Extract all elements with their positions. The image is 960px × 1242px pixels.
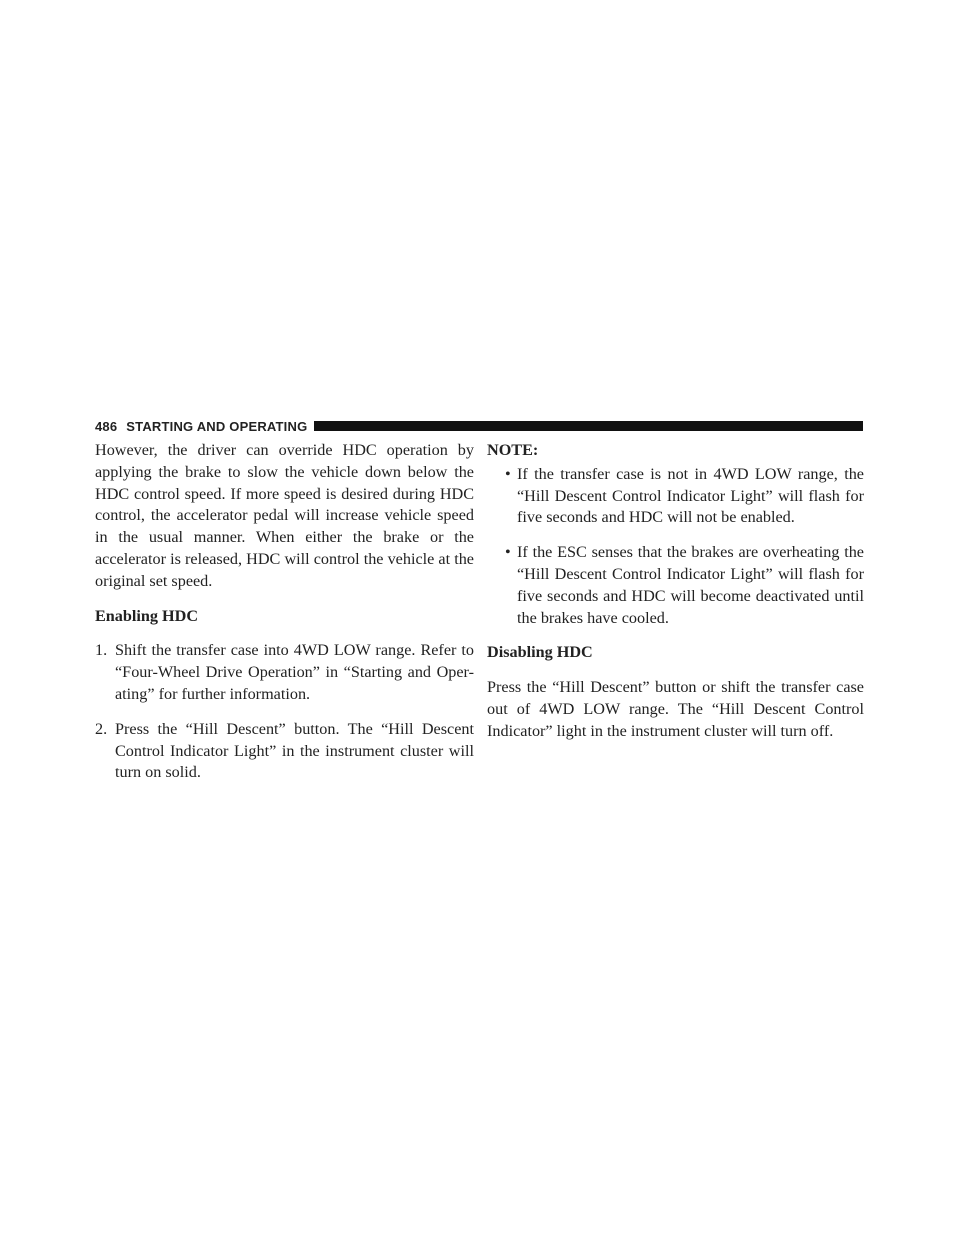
- disabling-paragraph: Press the “Hill Descent” button or shift the transfer case out of 4WD LOW range. The “Hill Descent Control Indicator” light in the instrument cluster will turn off.: [487, 678, 864, 740]
- section-title: STARTING AND OPERATING: [126, 418, 308, 434]
- disabling-hdc-heading: Disabling HDC: [487, 643, 593, 662]
- page-header: [95, 418, 863, 434]
- note-bullet-2-text: If the ESC senses that the brakes are overheating the “Hill Descent Control Indicator Light” will flash for five seconds and HDC will become deactivated until the brakes have cooled.: [517, 543, 864, 627]
- bullet-icon: •: [505, 543, 511, 562]
- step-2-number: 2.: [95, 719, 108, 738]
- page-number: 486: [95, 418, 118, 434]
- note-bullet-1-text: If the transfer case is not in 4WD LOW range, the “Hill Descent Control Indicator Light” will flash for five seconds and HDC will not be enabled.: [517, 464, 864, 527]
- step-1-number: 1.: [95, 641, 108, 660]
- note-heading: NOTE:: [487, 441, 539, 459]
- step-1: [95, 640, 474, 705]
- note-bullet-2: [487, 542, 864, 629]
- step-1-text: Shift the transfer case into 4WD LOW range. Refer to “Four-Wheel Drive Operation” in “Starting and Oper-ating” for further information.: [115, 641, 474, 703]
- note-bullet-1: [487, 464, 864, 529]
- bullet-icon: •: [505, 464, 511, 483]
- step-2: [95, 719, 474, 784]
- header-rule: [314, 421, 863, 431]
- step-2-text: Press the “Hill Descent” button. The “Hill Descent Control Indicator Light” in the instrument cluster will turn on solid.: [115, 719, 474, 782]
- right-column: [487, 440, 864, 743]
- enabling-hdc-heading: Enabling HDC: [95, 606, 199, 625]
- left-column: [95, 440, 474, 784]
- intro-paragraph: However, the driver can override HDC operation by applying the brake to slow the vehicle down below the HDC control speed. If more speed is desired during HDC control, the accelerator pedal will increase vehicle speed in the usual manner. When either the brake or the accelerator is released, HDC will control the vehicle at the original set speed.: [95, 441, 474, 590]
